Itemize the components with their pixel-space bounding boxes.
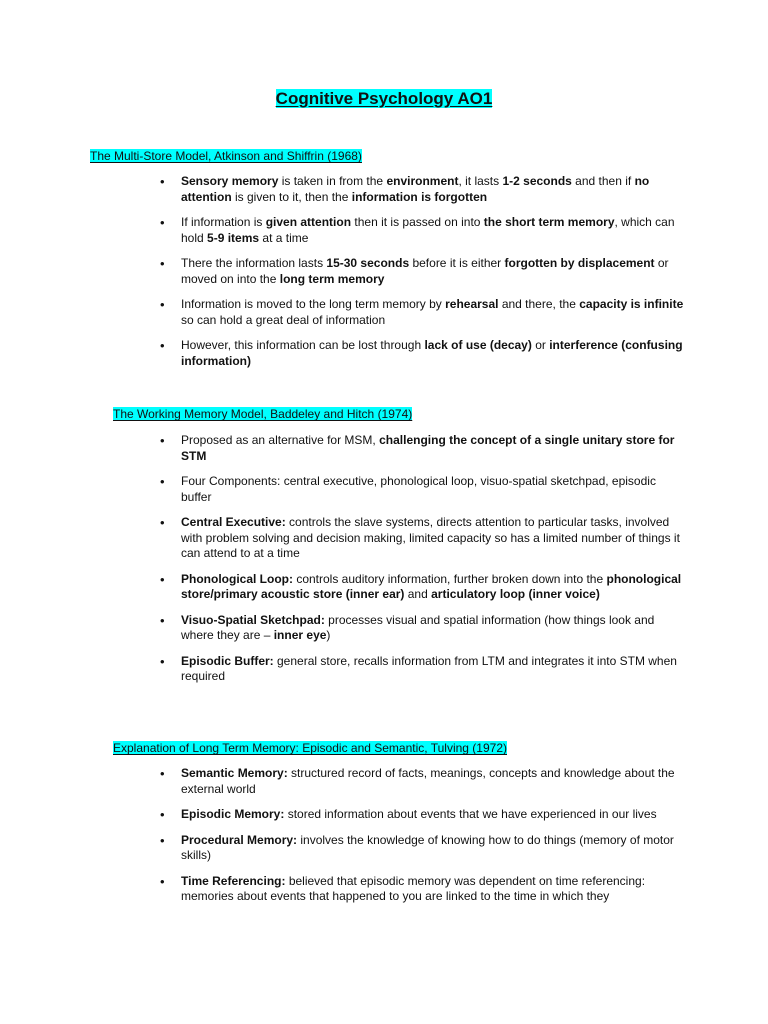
bullet-item: • Phonological Loop: controls auditory information, further broken down into the phonological store/primary acoustic store (inner ear) and articulatory loop (inner voice) [160,572,685,603]
bullet-item: • Proposed as an alternative for MSM, challenging the concept of a single unitary store for STM [160,433,685,464]
bullet-item: • Procedural Memory: involves the knowledge of knowing how to do things (memory of motor skills) [160,833,685,864]
bullet-item: • Information is moved to the long term memory by rehearsal and there, the capacity is infinite so can hold a great deal of information [160,297,685,328]
bold-text: 1-2 seconds [502,174,572,188]
bold-text: given attention [265,215,352,229]
bold-text: forgotten by displacement [504,256,655,270]
bold-text: Visuo-Spatial Sketchpad: [181,612,325,627]
bold-text: Time Referencing: [181,873,286,888]
bold-text: the short term memory [483,215,615,229]
bullet-item: • Four Components: central executive, phonological loop, visuo-spatial sketchpad, episodic buffer [160,474,685,505]
bold-text: Sensory memory [181,174,279,188]
bold-text: articulatory loop (inner voice) [431,587,600,601]
bullet-item: • There the information lasts 15-30 seconds before it is either forgotten by displacement or moved on into the long term memory [160,256,685,287]
section-heading-long-term-memory [113,740,507,756]
bold-text: challenging the concept of a single unitary store for STM [181,433,675,463]
document-title-text: Cognitive Psychology AO1 [275,89,493,108]
section-bullet-list [160,433,685,695]
bold-text: 5-9 items [207,230,260,245]
bold-text: lack of use (decay) [424,338,532,352]
bold-text: long term memory [279,271,385,286]
bold-text: Episodic Buffer: [181,653,274,668]
bold-text: no attention [181,174,650,204]
section-heading-multi-store-model [90,148,362,164]
bullet-item: • Episodic Memory: stored information about events that we have experienced in our lives [160,807,685,823]
bold-text: environment [386,174,459,188]
bold-text: interference (confusing information) [181,338,683,368]
section-bullet-list [160,766,685,915]
section-bullet-list [160,174,685,379]
bold-text: Central Executive: [181,515,286,529]
bold-text: Semantic Memory: [181,766,288,780]
bold-text: 15-30 seconds [326,256,410,270]
bold-text: information is forgotten [351,189,488,204]
bullet-item: • Semantic Memory: structured record of facts, meanings, concepts and knowledge about the external world [160,766,685,797]
bullet-item: • Episodic Buffer: general store, recalls information from LTM and integrates it into STM when required [160,654,685,685]
bold-text: inner eye [273,628,327,642]
bold-text: phonological store/primary acoustic store (inner ear) [181,571,682,601]
bold-text: Procedural Memory: [181,832,298,847]
section-heading-working-memory-model [113,406,412,422]
bold-text: rehearsal [445,297,499,311]
document-title [0,88,768,110]
section-heading-text: The Working Memory Model, Baddeley and Hitch (1974) [113,407,413,421]
bold-text: Episodic Memory: [181,807,285,821]
bullet-item: • Visuo-Spatial Sketchpad: processes visual and spatial information (how things look and where they are – inner eye) [160,613,685,644]
bullet-item: • However, this information can be lost through lack of use (decay) or interference (confusing information) [160,338,685,369]
bullet-item: • Central Executive: controls the slave systems, directs attention to particular tasks, involved with problem solving and decision making, limited capacity so has a limited number of things it can attend to at a time [160,515,685,562]
bullet-item: • Time Referencing: believed that episodic memory was dependent on time referencing: memories about events that happened to you are linked to the time in which they [160,874,685,905]
bold-text: capacity is infinite [579,297,684,311]
section-heading-text: The Multi-Store Model, Atkinson and Shiffrin (1968) [90,149,362,163]
section-heading-text: Explanation of Long Term Memory: Episodic and Semantic, Tulving (1972) [113,741,507,755]
bullet-item: • Sensory memory is taken in from the environment, it lasts 1-2 seconds and then if no attention is given to it, then the information is forgotten [160,174,685,205]
bold-text: Phonological Loop: [181,571,293,586]
bullet-item: • If information is given attention then it is passed on into the short term memory, which can hold 5-9 items at a time [160,215,685,246]
